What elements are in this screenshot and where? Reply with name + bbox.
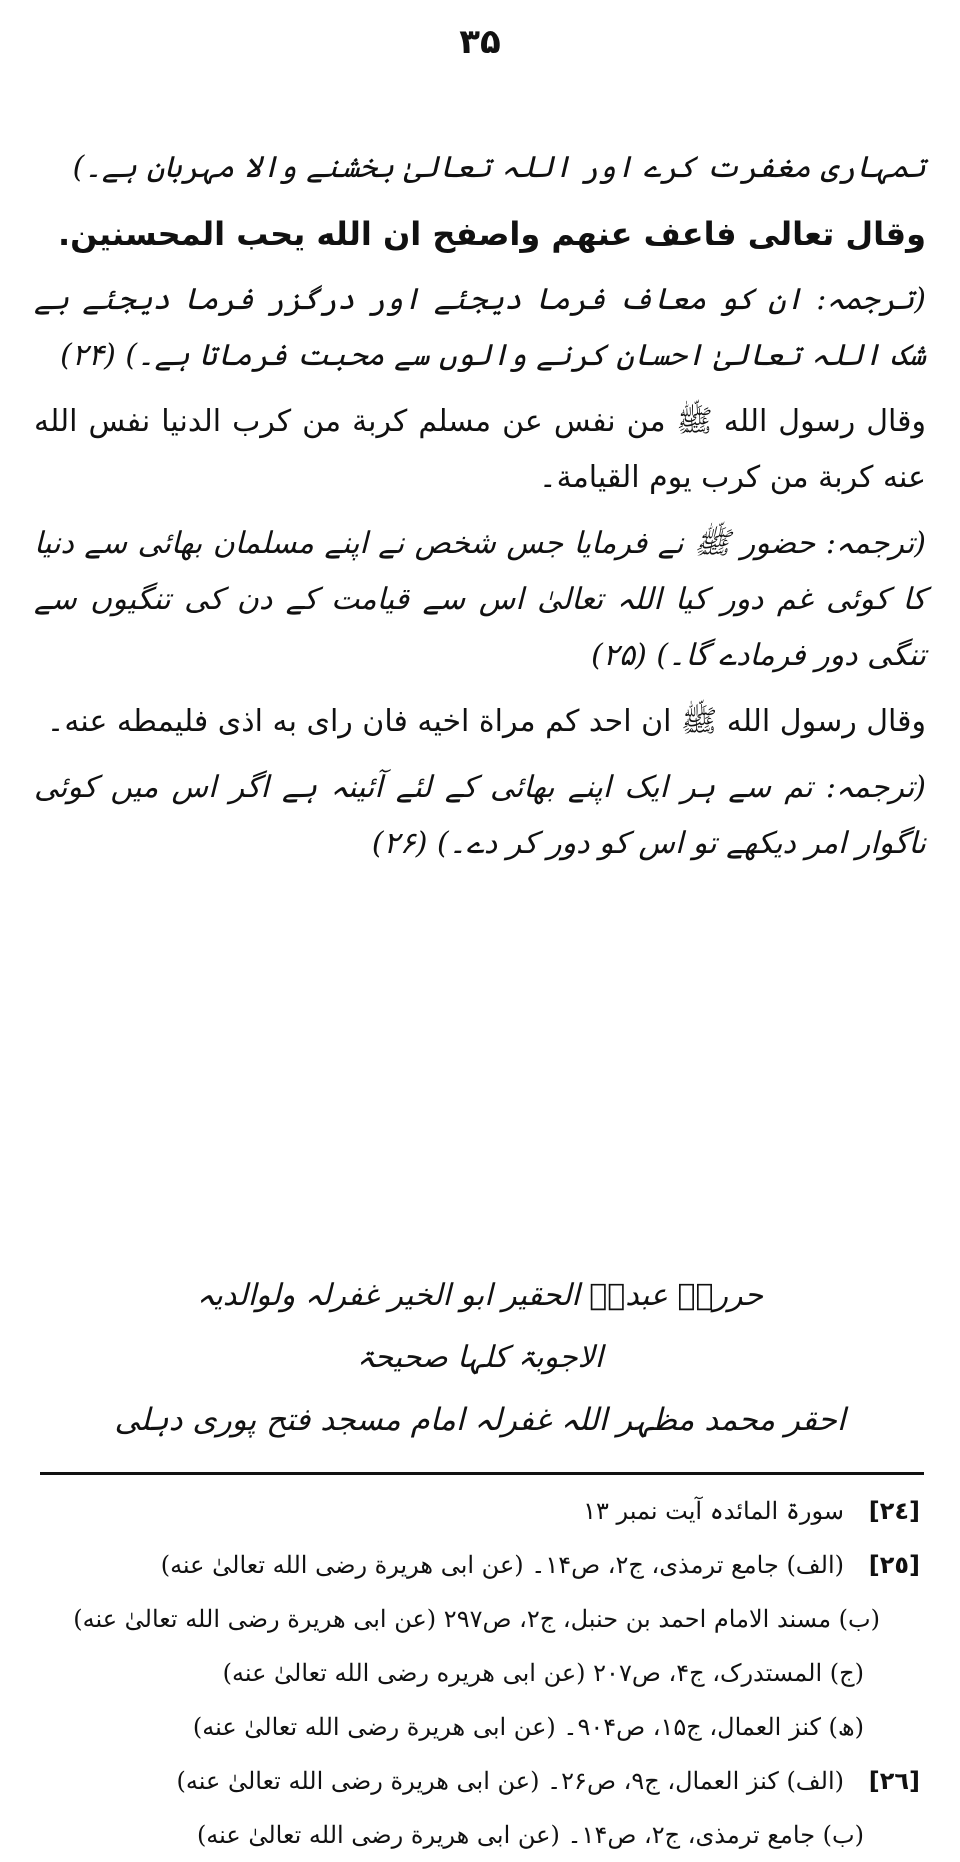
footnote-text: (الف) جامع ترمذی، ج۲، ص۱۴۔ (عن ابی هريرة رضی الله تعالیٰ عنه)	[160, 1551, 844, 1579]
signature-author: حررہٗ عبدہٗ الحقیر ابو الخیر غفرلہ ولوالدیہ	[196, 1278, 764, 1313]
footnote-25-d	[36, 1700, 920, 1754]
body-line-quran-verse: وقال تعالی فاعف عنهم واصفح ان الله يحب المحسنين.	[57, 215, 926, 253]
footnote-number: [٢٦]	[868, 1767, 920, 1795]
body-line-translation-25: (ترجمہ: حضور ﷺ نے فرمایا جس شخص نے اپنے مسلمان بھائی سے دنیا کا کوئی غم دور کیا اللہ تعالیٰ اس سے قیامت کے دن کی تنگیوں سے تنگی دور فرمادے گا۔) (۲۵)	[34, 526, 926, 673]
footnote-26	[36, 1754, 920, 1808]
body-line-translation-26: (ترجمہ: تم سے ہر ایک اپنے بھائی کے لئے آئینہ ہے اگر اس میں کوئی ناگوار امر دیکھے تو اس کو دور کر دے۔) (۲۶)	[34, 770, 926, 861]
page-number: ۳۵	[459, 22, 501, 62]
body-text	[34, 140, 926, 882]
footnote-25-c	[36, 1646, 920, 1700]
signature-imam: احقر محمد مظہر اللہ غفرلہ امام مسجد فتح پوری دہلی	[114, 1402, 846, 1438]
footnote-number: [٢٤]	[868, 1497, 920, 1525]
footnotes	[36, 1484, 920, 1862]
footnote-text: (الف) کنز العمال، ج۹، ص۲۶۔ (عن ابی هريرة رضی الله تعالیٰ عنه)	[176, 1767, 844, 1795]
footnote-25-b	[36, 1592, 920, 1646]
footnote-text: (ھ) کنز العمال، ج۱۵، ص۹۰۴۔ (عن ابی هريرة رضی الله تعالیٰ عنه)	[192, 1713, 864, 1741]
body-line-translation-end: تمہاری مغفرت کرے اور اللہ تعالیٰ بخشنے والا مہربان ہے۔)	[72, 150, 926, 185]
footnote-divider	[40, 1472, 924, 1475]
body-line-translation-24: (ترجمہ: ان کو معاف فرما دیجئے اور درگزر فرما دیجئے بے شک اللہ تعالیٰ احسان کرنے والوں سے محبت فرماتا ہے۔) (۲۴)	[34, 282, 926, 373]
footnote-25	[36, 1538, 920, 1592]
footnote-text: (ب) جامع ترمذی، ج۲، ص۱۴۔ (عن ابی هريرة رضی الله تعالیٰ عنه)	[196, 1821, 864, 1849]
body-line-hadith-1: وقال رسول الله ﷺ من نفس عن مسلم كربة من كرب الدنيا نفس الله عنه كربة من كرب يوم القيامة۔	[34, 404, 926, 495]
footnote-text: (ب) مسند الامام احمد بن حنبل، ج۲، ص۲۹۷ (عن ابی هريرة رضی الله تعالیٰ عنه)	[73, 1605, 880, 1633]
footnote-text: سورۃ المائدہ آیت نمبر ۱۳	[583, 1497, 844, 1525]
footnote-26-b	[36, 1808, 920, 1862]
body-line-hadith-2: وقال رسول الله ﷺ ان احد كم مراة اخيه فان راى به اذى فليمطه عنه۔	[46, 704, 926, 739]
footnote-text: (ج) المستدرک، ج۴، ص۲۰۷ (عن ابی هريره رضی الله تعالیٰ عنه)	[222, 1659, 864, 1687]
footnote-24	[36, 1484, 920, 1538]
signature-approval: الاجوبۃ کلہا صحیحۃ	[356, 1340, 604, 1375]
footnote-number: [٢٥]	[868, 1551, 920, 1579]
